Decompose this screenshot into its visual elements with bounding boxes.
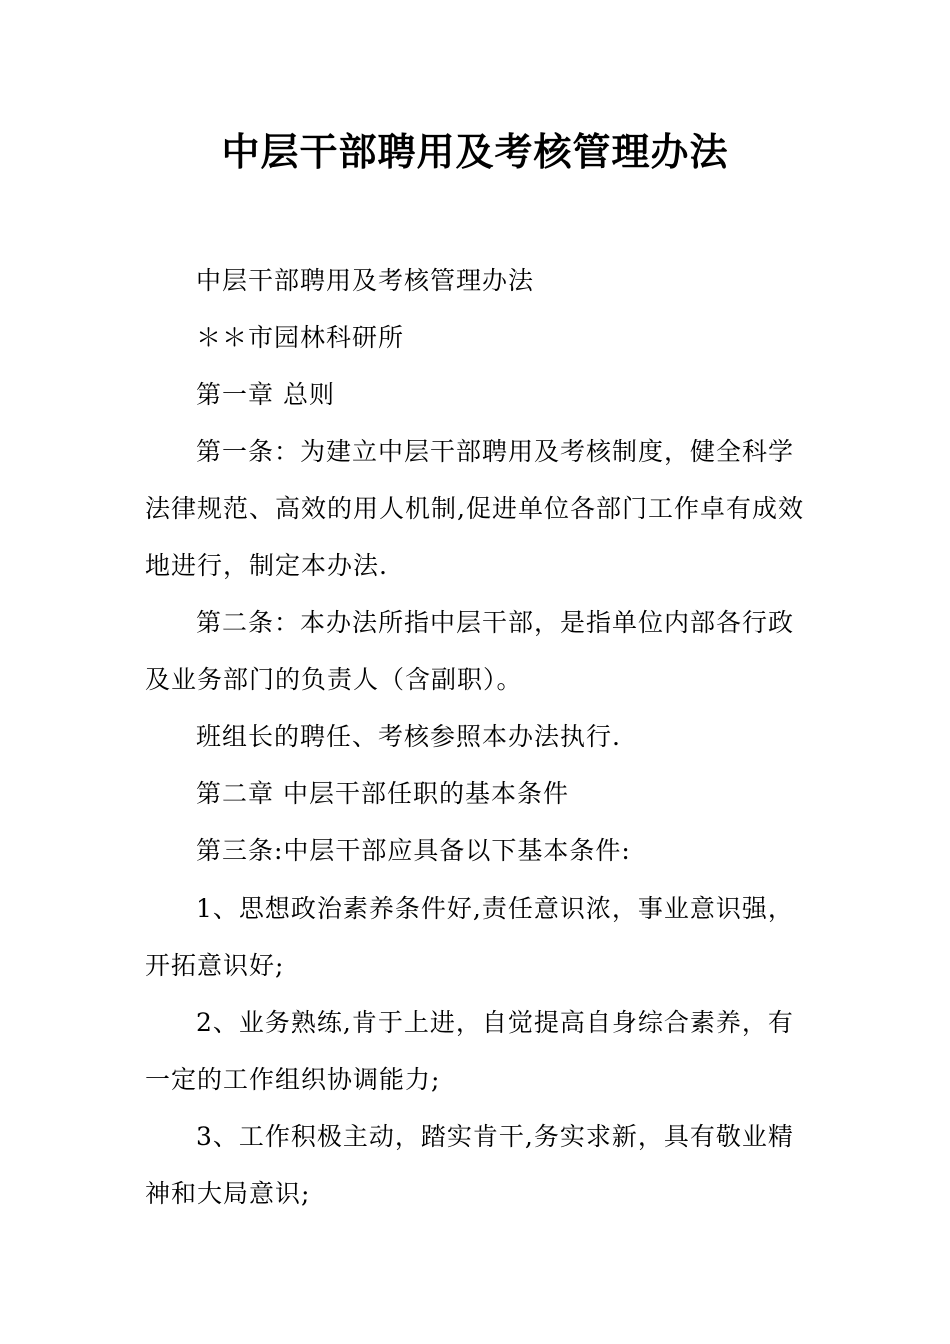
condition-3-line-2: 神和大局意识; xyxy=(145,1179,311,1208)
condition-2-line-2: 一定的工作组织协调能力; xyxy=(145,1065,441,1094)
article-2-line-2: 及业务部门的负责人（含副职）。 xyxy=(145,665,523,694)
article-1-line-1: 第一条：为建立中层干部聘用及考核制度，健全科学 xyxy=(196,437,795,466)
article-1-line-3: 地进行，制定本办法. xyxy=(145,551,388,580)
condition-1-line-2: 开拓意识好; xyxy=(145,951,285,980)
article-2-line-1: 第二条：本办法所指中层干部，是指单位内部各行政 xyxy=(196,608,795,637)
article-1-line-2: 法律规范、高效的用人机制,促进单位各部门工作卓有成效 xyxy=(145,494,804,523)
condition-1-line-1: 1、思想政治素养条件好,责任意识浓，事业意识强， xyxy=(196,894,794,923)
article-3-line-1: 第三条:中层干部应具备以下基本条件: xyxy=(196,836,631,865)
organization-name: ＊＊市园林科研所 xyxy=(196,323,405,352)
document-subtitle: 中层干部聘用及考核管理办法 xyxy=(196,266,535,295)
team-leader-note: 班组长的聘任、考核参照本办法执行. xyxy=(196,722,621,751)
document-title: 中层干部聘用及考核管理办法 xyxy=(221,129,729,174)
chapter-heading-1: 第一章 总则 xyxy=(196,380,335,409)
condition-3-line-1: 3、工作积极主动，踏实肯干,务实求新，具有敬业精 xyxy=(196,1122,794,1151)
condition-2-line-1: 2、业务熟练,肯于上进，自觉提高自身综合素养，有 xyxy=(196,1008,794,1037)
chapter-heading-2: 第二章 中层干部任职的基本条件 xyxy=(196,779,569,808)
